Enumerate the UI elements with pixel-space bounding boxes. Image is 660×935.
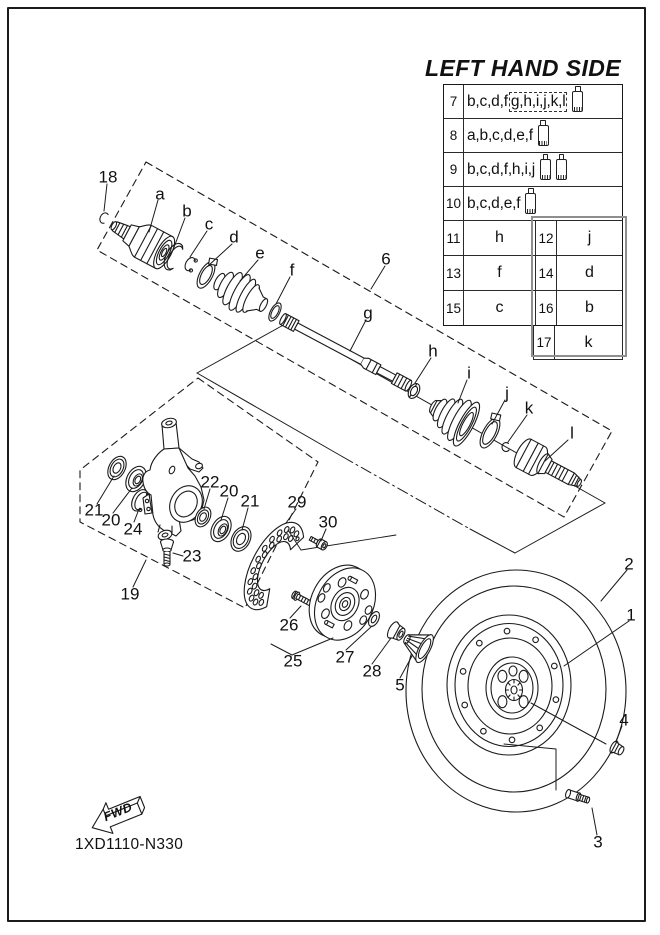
callout-label-20: 20 [101,510,121,530]
table-row-17-wrap [443,326,623,360]
callout-label-27: 27 [335,647,355,667]
table-row-7 [444,85,622,119]
callout-label-22: 22 [200,472,220,492]
callout-label-20: 20 [219,481,239,501]
grease-tube-icon [540,159,551,180]
boxed-letters: g,h,i,j,k,l [510,92,566,110]
row-ref: 16 [536,291,557,325]
callout-label-l: l [570,423,574,443]
callout-label-c: c [204,214,214,234]
row-value: b [585,299,594,316]
callout-label-k: k [524,398,534,418]
row-value: d [585,264,594,281]
cv-boot-i [420,384,485,449]
callout-label-h: h [428,341,438,361]
callout-label-28: 28 [362,661,382,681]
grease-tube-icon [525,193,536,214]
callout-label-18: 18 [98,167,118,187]
table-full-rows [444,85,622,221]
letters-text: b,c,d,f [467,92,508,110]
table-row-17 [533,326,623,360]
row-letters [464,85,622,118]
callout-label-4: 4 [619,710,629,730]
wheel-and-tire [406,570,629,812]
grease-tube-icon [572,91,583,112]
row-ref: 8 [444,119,464,152]
row-ref: 7 [444,85,464,118]
row-letters [464,187,622,220]
row-value: f [464,256,536,290]
grease-tube-icon [556,159,567,180]
callout-label-i: i [467,363,471,383]
row-value: h [464,221,536,255]
callout-label-b: b [182,201,192,221]
callout-label-g: g [363,303,373,323]
callout-label-25: 25 [283,651,303,671]
axle-shaft-g [278,313,413,392]
table-row-10 [444,187,622,221]
row-ref: 12 [536,221,557,255]
row-letters [464,119,622,152]
callout-label-3: 3 [593,832,603,852]
callout-label-30: 30 [318,512,338,532]
callout-label-6: 6 [381,249,391,269]
callout-label-f: f [289,260,295,280]
table-row-9 [444,153,622,187]
letters-text: a,b,c,d,e,f [467,126,533,144]
row-ref: 14 [536,256,557,290]
callout-label-21: 21 [84,500,104,520]
row-ref: 13 [444,256,464,290]
row-letters [464,153,622,186]
callout-label-a: a [155,184,165,204]
table-pair-rows [444,221,622,325]
clip-18 [98,211,109,224]
row-ref: 11 [444,221,464,255]
row-value: k [584,333,593,351]
applicability-table [443,84,623,360]
callout-label-26: 26 [279,615,299,635]
fwd-label: FWD [101,799,135,825]
row-value: c [464,291,536,325]
row-ref: 9 [444,153,464,186]
grease-tube-icon [538,125,549,146]
letters-text: b,c,d,f,h,i,j [467,160,536,178]
table-row-13-14 [444,256,622,291]
diagram-code: 1XD1110-N330 [75,836,184,853]
cv-boot-e [206,262,275,324]
page-title: LEFT HAND SIDE [425,55,621,81]
row-ref: 10 [444,187,464,220]
callout-label-5: 5 [395,675,405,695]
ball-joint-23 [161,539,174,566]
row-ref: 17 [534,326,555,359]
callout-label-29: 29 [287,492,307,512]
bolt-30-witness-line [288,530,396,550]
letters-text: b,c,d,e,f [467,194,521,212]
row-ref: 15 [444,291,464,325]
callout-label-e: e [255,243,265,263]
ring-c [183,255,198,272]
wheel-hub-25 [297,554,387,650]
callout-label-19: 19 [120,584,140,604]
table-row-15-16 [444,291,622,325]
callout-label-d: d [229,227,239,247]
callout-label-2: 2 [624,554,634,574]
cv-joint-l [510,436,588,498]
table-row-8 [444,119,622,153]
callout-label-24: 24 [123,519,143,539]
table-row-11-12 [444,221,622,256]
callout-label-21: 21 [240,491,260,511]
row-value: j [587,229,592,246]
callout-label-j: j [505,383,509,403]
callout-label-1: 1 [626,605,636,625]
callout-label-23: 23 [182,546,202,566]
